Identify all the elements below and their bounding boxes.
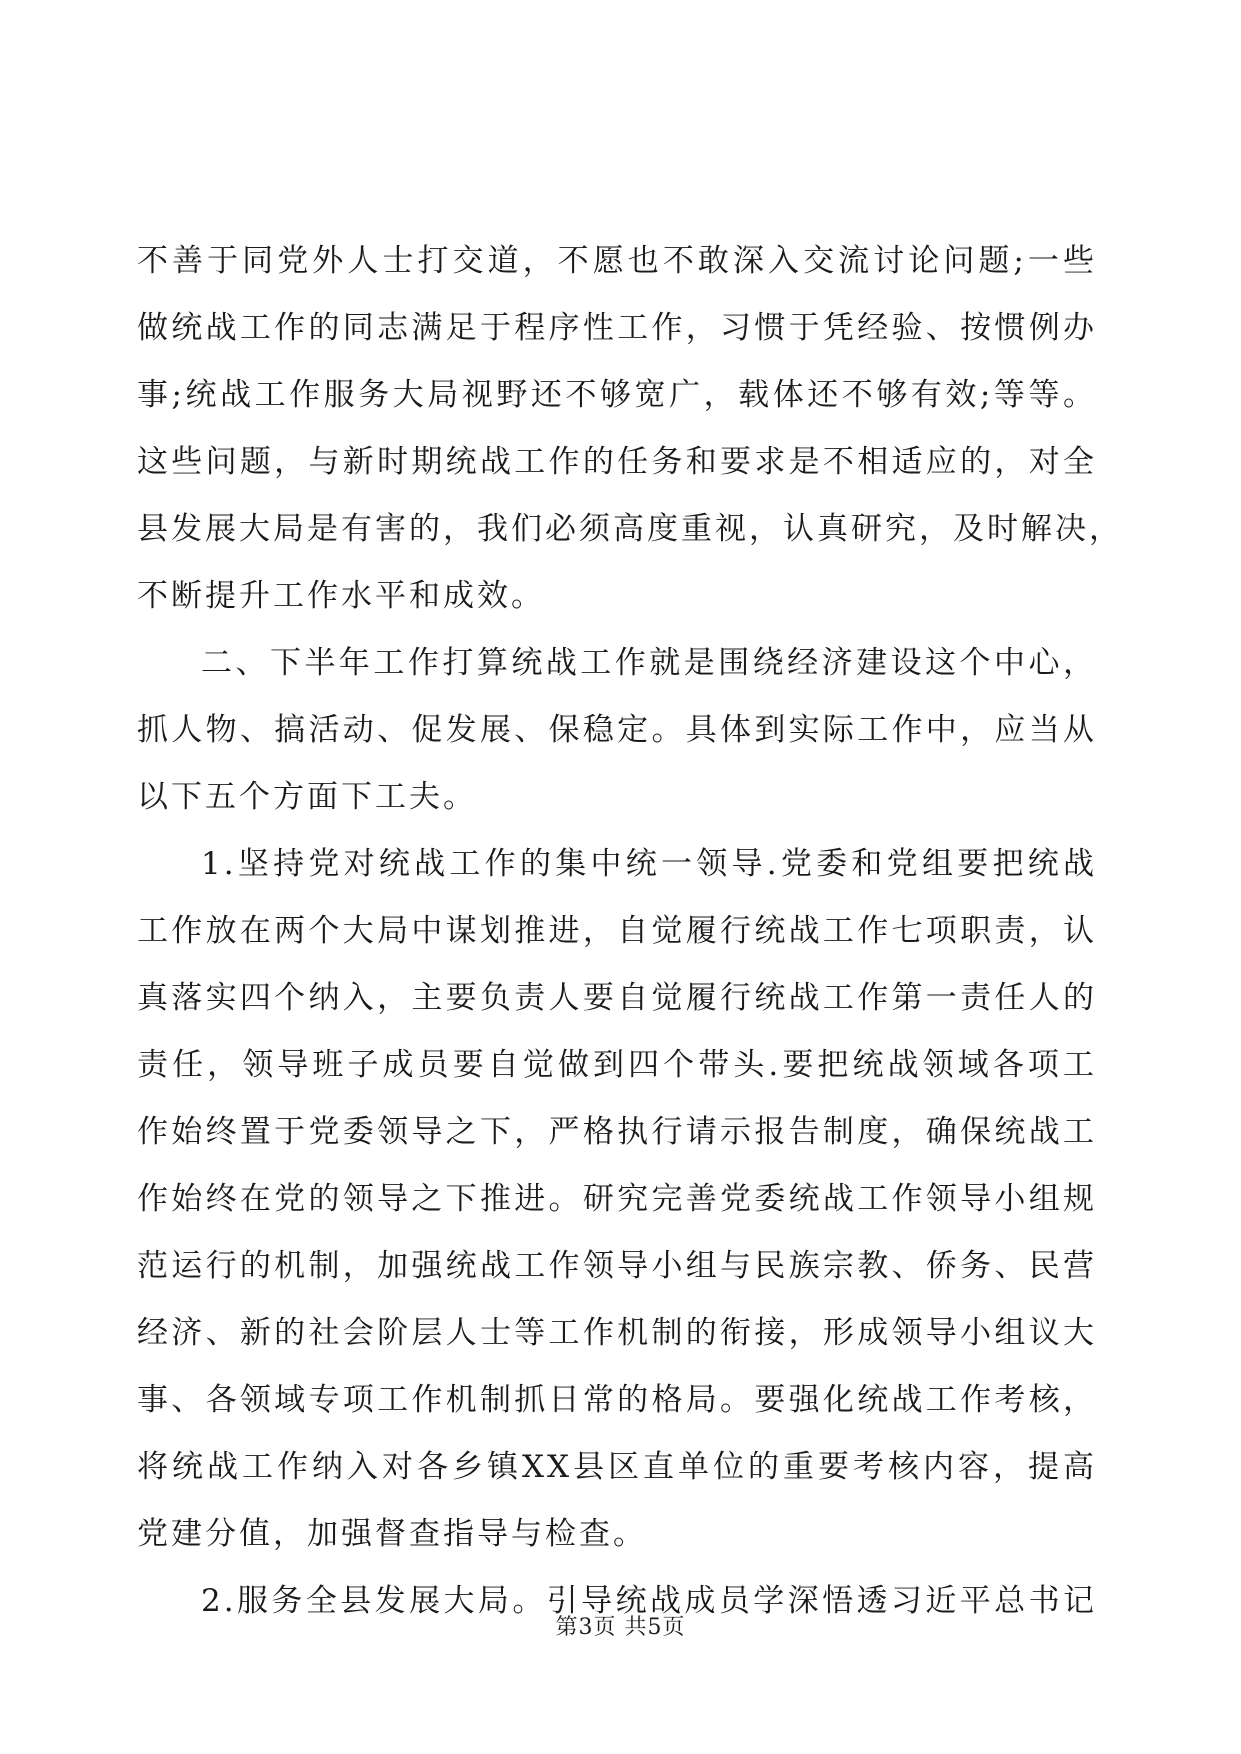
text-line: 抓人物、搞活动、促发展、保稳定。具体到实际工作中，应当从 — [137, 712, 1097, 748]
text-line: 经济、新的社会阶层人士等工作机制的衔接，形成领导小组议大 — [137, 1315, 1097, 1351]
text-line: 党建分值，加强督查指导与检查。 — [137, 1516, 647, 1552]
text-line: 不善于同党外人士打交道，不愿也不敢深入交流讨论问题;一些 — [137, 243, 1097, 279]
text-line: 这些问题，与新时期统战工作的任务和要求是不相适应的，对全 — [137, 444, 1097, 480]
text-line: 以下五个方面下工夫。 — [137, 779, 477, 815]
text-line: 将统战工作纳入对各乡镇XX县区直单位的重要考核内容，提高 — [137, 1449, 1097, 1485]
text-line: 不断提升工作水平和成效。 — [137, 578, 545, 614]
document-body — [137, 228, 1123, 1635]
text-line: 1.坚持党对统战工作的集中统一领导.党委和党组要把统战 — [201, 846, 1097, 882]
text-line: 范运行的机制，加强统战工作领导小组与民族宗教、侨务、民营 — [137, 1248, 1097, 1284]
text-line: 做统战工作的同志满足于程序性工作，习惯于凭经验、按惯例办 — [137, 310, 1097, 346]
page-footer: 第3页 共5页 — [555, 1615, 686, 1640]
text-line: 事;统战工作服务大局视野还不够宽广，载体还不够有效;等等。 — [137, 377, 1097, 413]
text-line: 2.服务全县发展大局。引导统战成员学深悟透习近平总书记 — [201, 1583, 1097, 1619]
text-line: 事、各领域专项工作机制抓日常的格局。要强化统战工作考核， — [137, 1382, 1097, 1418]
text-line: 责任，领导班子成员要自觉做到四个带头.要把统战领域各项工 — [137, 1047, 1097, 1083]
text-line: 二、下半年工作打算统战工作就是围绕经济建设这个中心， — [201, 645, 1097, 681]
text-line: 县发展大局是有害的，我们必须高度重视，认真研究，及时解决， — [137, 511, 1123, 547]
text-line: 作始终置于党委领导之下，严格执行请示报告制度，确保统战工 — [137, 1114, 1097, 1150]
text-line: 工作放在两个大局中谋划推进，自觉履行统战工作七项职责，认 — [137, 913, 1097, 949]
text-line: 作始终在党的领导之下推进。研究完善党委统战工作领导小组规 — [137, 1181, 1097, 1217]
text-line: 真落实四个纳入，主要负责人要自觉履行统战工作第一责任人的 — [137, 980, 1097, 1016]
